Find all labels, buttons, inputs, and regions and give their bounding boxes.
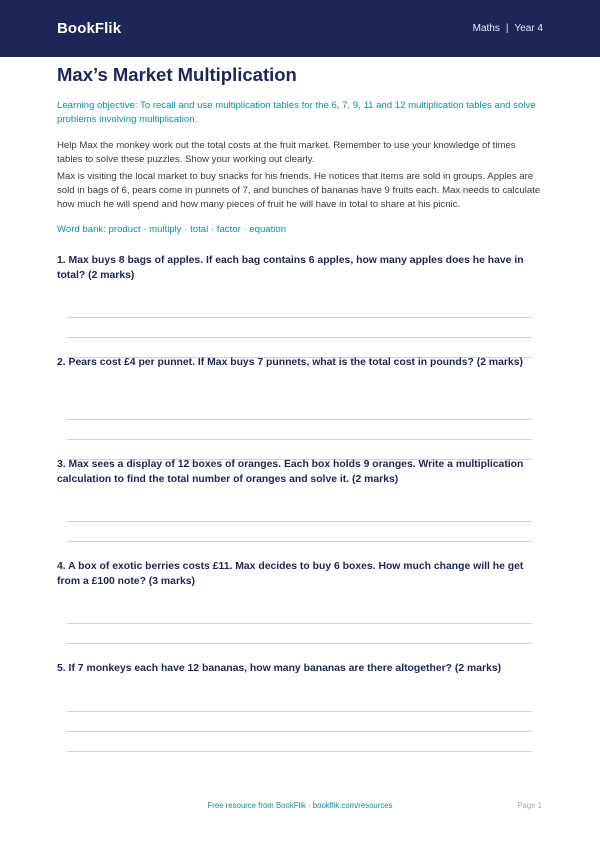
- answer-line[interactable]: [67, 623, 532, 624]
- answer-line[interactable]: [67, 337, 532, 338]
- answer-line[interactable]: [67, 711, 532, 712]
- meta-separator: |: [505, 23, 509, 34]
- brand-logo: BookFlik: [57, 20, 122, 37]
- answer-line[interactable]: [67, 317, 532, 318]
- intro-paragraph: Help Max the monkey work out the total costs at the fruit market. Remember to use your knowledge of times tables to solve these puzzles. Show your working out clearly.: [57, 140, 516, 166]
- answer-line[interactable]: [67, 439, 532, 440]
- answer-line[interactable]: [67, 643, 532, 644]
- page-title: Max’s Market Multiplication: [57, 64, 297, 85]
- page-number: Page 1: [517, 801, 542, 810]
- subject-meta: [473, 23, 543, 34]
- question-1: 1. Max buys 8 bags of apples. If each bag contains 6 apples, how many apples does he have in total? (2 marks): [57, 255, 524, 281]
- answer-line[interactable]: [67, 541, 532, 542]
- story-paragraph: Max is visiting the local market to buy snacks for his friends. He notices that items are sold in groups. Apples are sold in bags of 6, pears come in punnets of 7, and bunches of bananas have 9 fruits each. Max needs to calculate how much he will spend and how many pieces of fruit he will have in total to share at his picnic.: [57, 171, 541, 211]
- answer-line[interactable]: [67, 731, 532, 732]
- learning-objective: Learning objective: To recall and use multiplication tables for the 6, 7, 9, 11 and 12 multiplication tables and solve problems involving multiplication.: [57, 100, 536, 126]
- answer-line[interactable]: [67, 521, 532, 522]
- question-3: 3. Max sees a display of 12 boxes of oranges. Each box holds 9 oranges. Write a multiplication calculation to find the total number of oranges and solve it. (2 marks): [57, 459, 524, 485]
- question-5: 5. If 7 monkeys each have 12 bananas, how many bananas are there altogether? (2 marks): [57, 663, 502, 674]
- header-bar: [0, 0, 600, 57]
- question-2: 2. Pears cost £4 per punnet. If Max buys 7 punnets, what is the total cost in pounds? (2 marks): [57, 357, 523, 368]
- answer-line[interactable]: [67, 419, 532, 420]
- subject-label: Maths: [472, 23, 500, 34]
- answer-line[interactable]: [67, 751, 532, 752]
- word-bank: Word bank: product · multiply · total · factor · equation: [57, 224, 287, 235]
- footer-credit: Free resource from BookFlik · bookflik.com/resources: [207, 801, 393, 810]
- year-label: Year 4: [514, 23, 543, 34]
- question-4: 4. A box of exotic berries costs £11. Max decides to buy 6 boxes. How much change will he get from a £100 note? (3 marks): [57, 561, 524, 587]
